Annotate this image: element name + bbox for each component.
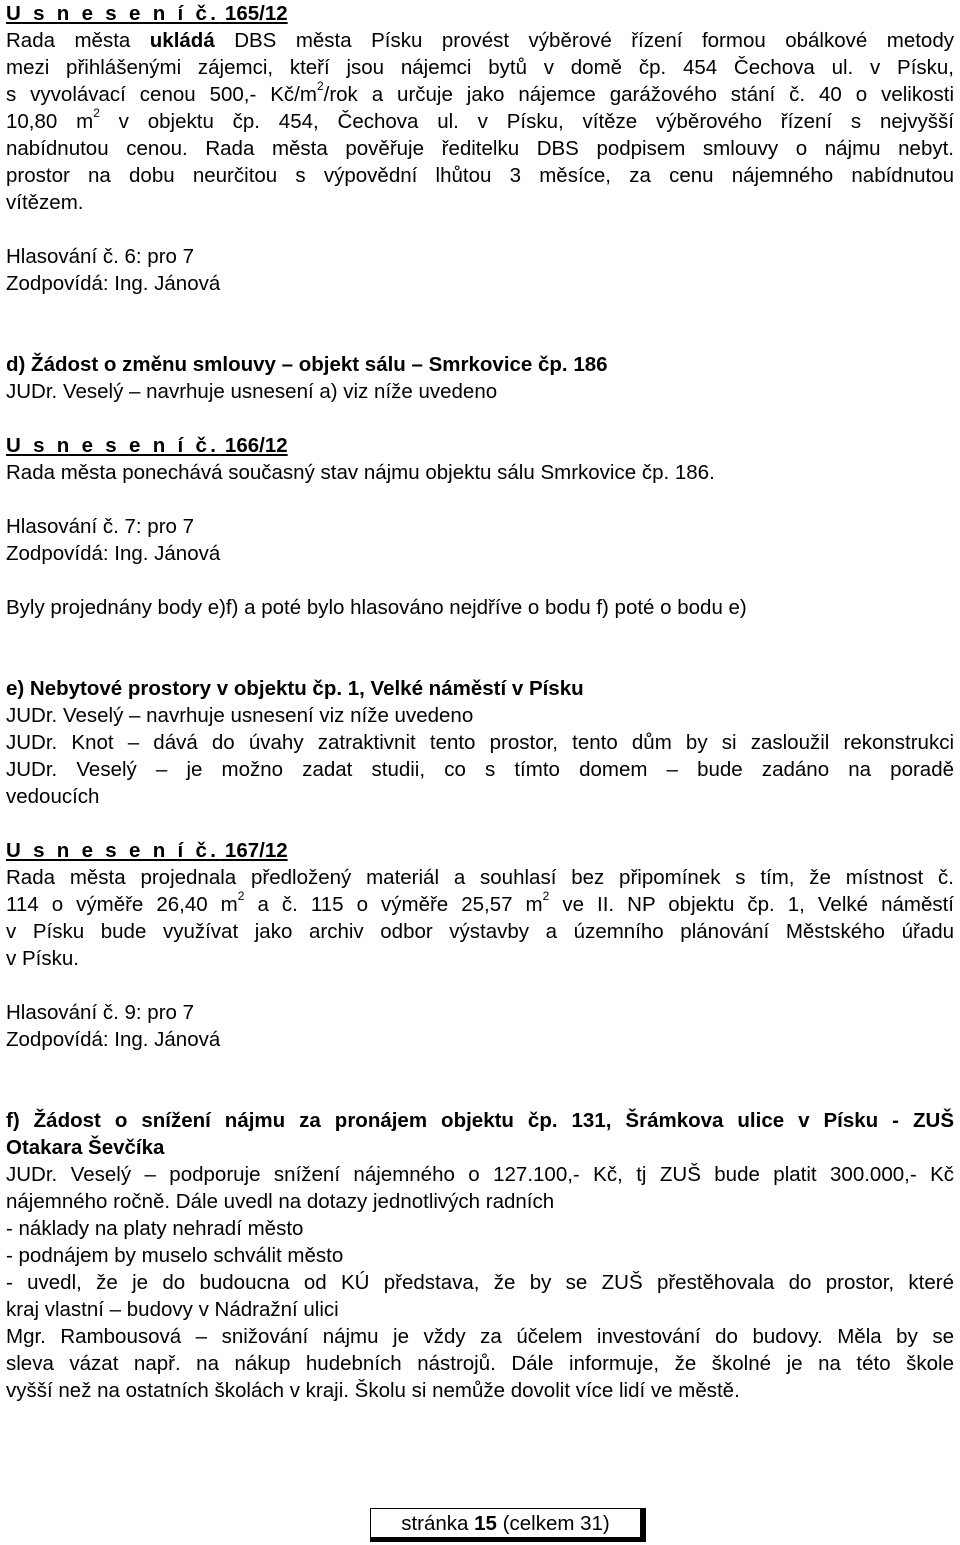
section-e-line: JUDr. Veselý – navrhuje usnesení viz níže uvedeno [6, 704, 474, 727]
resolution-heading-166 [6, 432, 954, 459]
superscript: 2 [237, 889, 245, 904]
text-fragment: 114 o výměře 26,40 m [6, 893, 238, 916]
section-f-title: f) Žádost o snížení nájmu za pronájem objektu čp. 131, Šrámkova ulice v Písku - ZUŠ [6, 1109, 954, 1132]
section-d-line: JUDr. Veselý – navrhuje usnesení a) viz níže uvedeno [6, 380, 498, 403]
resolution-number: 166/12 [219, 434, 288, 457]
resolution-number: 165/12 [219, 2, 288, 25]
resolution-label: U s n e s e n í č. [6, 2, 220, 25]
resolution-label: U s n e s e n í č. [6, 839, 220, 862]
section-f-line: kraj vlastní – budovy v Nádražní ulici [6, 1298, 339, 1321]
footer-prefix: stránka [401, 1512, 475, 1535]
section-d-title: d) Žádost o změnu smlouvy – objekt sálu – Smrkovice čp. 186 [6, 353, 608, 376]
text-fragment: ve II. NP objektu čp. 1, Velké náměstí [549, 893, 954, 916]
section-f-line: nájemného ročně. Dále uvedl na dotazy jednotlivých radních [6, 1190, 555, 1213]
resolution-166-text: Rada města ponechává současný stav nájmu objektu sálu Smrkovice čp. 186. [6, 461, 715, 484]
resolution-167-line [6, 891, 954, 918]
section-f-line: Mgr. Rambousová – snižování nájmu je vždy za účelem investování do budovy. Měla by se [6, 1325, 954, 1348]
resolution-165-line [6, 81, 954, 108]
resolution-heading-167 [6, 837, 954, 864]
resolution-165-line: nabídnutou cenou. Rada města pověřuje ředitelku DBS podpisem smlouvy o nájmu nebyt. [6, 137, 954, 160]
procedure-note: Byly projednány body e)f) a poté bylo hlasováno nejdříve o bodu f) poté o bodu e) [6, 596, 747, 619]
text-fragment: s vyvolávací cenou 500,- Kč/m [6, 83, 317, 106]
resolution-165-line: mezi přihlášenými zájemci, kteří jsou nájemci bytů v domě čp. 454 Čechova ul. v Písku, [6, 56, 954, 79]
section-e-line: vedoucích [6, 785, 100, 808]
section-f-line: JUDr. Veselý – podporuje snížení nájemného o 127.100,- Kč, tj ZUŠ bude platit 300.000,- Kč [6, 1163, 954, 1186]
text-fragment: v objektu čp. 454, Čechova ul. v Písku, vítěze výběrového řízení s nejvyšší [99, 110, 954, 133]
total-pages: (celkem 31) [496, 1512, 610, 1535]
resolution-heading-165 [6, 0, 954, 27]
responsible-person: Zodpovídá: Ing. Jánová [6, 272, 221, 295]
section-e-title: e) Nebytové prostory v objektu čp. 1, Velké náměstí v Písku [6, 677, 584, 700]
resolution-167-line: Rada města projednala předložený materiál a souhlasí bez připomínek s tím, že místnost č. [6, 866, 954, 889]
text-fragment: DBS města Písku provést výběrové řízení formou obálkové metody [214, 29, 954, 52]
text-fragment: /rok a určuje jako nájemce garážového stání č. 40 o velikosti [323, 83, 954, 106]
section-e-line: JUDr. Knot – dává do úvahy zatraktivnit tento prostor, tento dům by si zasloužil rekonstrukci [6, 731, 954, 754]
text-fragment: Rada města [6, 29, 150, 52]
resolution-165-line: prostor na dobu neurčitou s výpovědní lhůtou 3 měsíce, za cenu nájemného nabídnutou [6, 164, 954, 187]
vote-result: Hlasování č. 9: pro 7 [6, 1001, 195, 1024]
text-fragment: a č. 115 o výměře 25,57 m [244, 893, 543, 916]
superscript: 2 [316, 79, 324, 94]
text-fragment: 10,80 m [6, 110, 94, 133]
resolution-number: 167/12 [219, 839, 288, 862]
vote-result: Hlasování č. 7: pro 7 [6, 515, 195, 538]
current-page-number: 15 [474, 1512, 497, 1535]
resolution-label: U s n e s e n í č. [6, 434, 220, 457]
responsible-person: Zodpovídá: Ing. Jánová [6, 542, 221, 565]
superscript: 2 [542, 889, 550, 904]
resolution-167-line: v Písku. [6, 947, 79, 970]
resolution-165-line: vítězem. [6, 191, 84, 214]
section-f-line: - náklady na platy nehradí město [6, 1217, 304, 1240]
resolution-165-line [6, 27, 954, 54]
vote-result: Hlasování č. 6: pro 7 [6, 245, 195, 268]
emphasis-ukladá: ukládá [149, 29, 215, 52]
page-number-footer [370, 1508, 646, 1542]
section-f-line: vyšší než na ostatních školách v kraji. Školu si nemůže dovolit více lidí ve městě. [6, 1379, 740, 1402]
section-f-line: - uvedl, že je do budoucna od KÚ představa, že by se ZUŠ přestěhovala do prostor, které [6, 1271, 954, 1294]
section-f-line: - podnájem by muselo schválit město [6, 1244, 344, 1267]
section-e-line: JUDr. Veselý – je možno zadat studii, co s tímto domem – bude zadáno na poradě [6, 758, 954, 781]
superscript: 2 [93, 106, 100, 121]
responsible-person: Zodpovídá: Ing. Jánová [6, 1028, 221, 1051]
resolution-167-line: v Písku bude využívat jako archiv odbor výstavby a územního plánování Městského úřadu [6, 920, 954, 943]
section-f-title-cont: Otakara Ševčíka [6, 1136, 165, 1159]
document-page [6, 0, 954, 1404]
resolution-165-line [6, 108, 954, 135]
section-f-line: sleva vázat např. na nákup hudebních nástrojů. Dále informuje, že školné je na této škole [6, 1352, 954, 1375]
